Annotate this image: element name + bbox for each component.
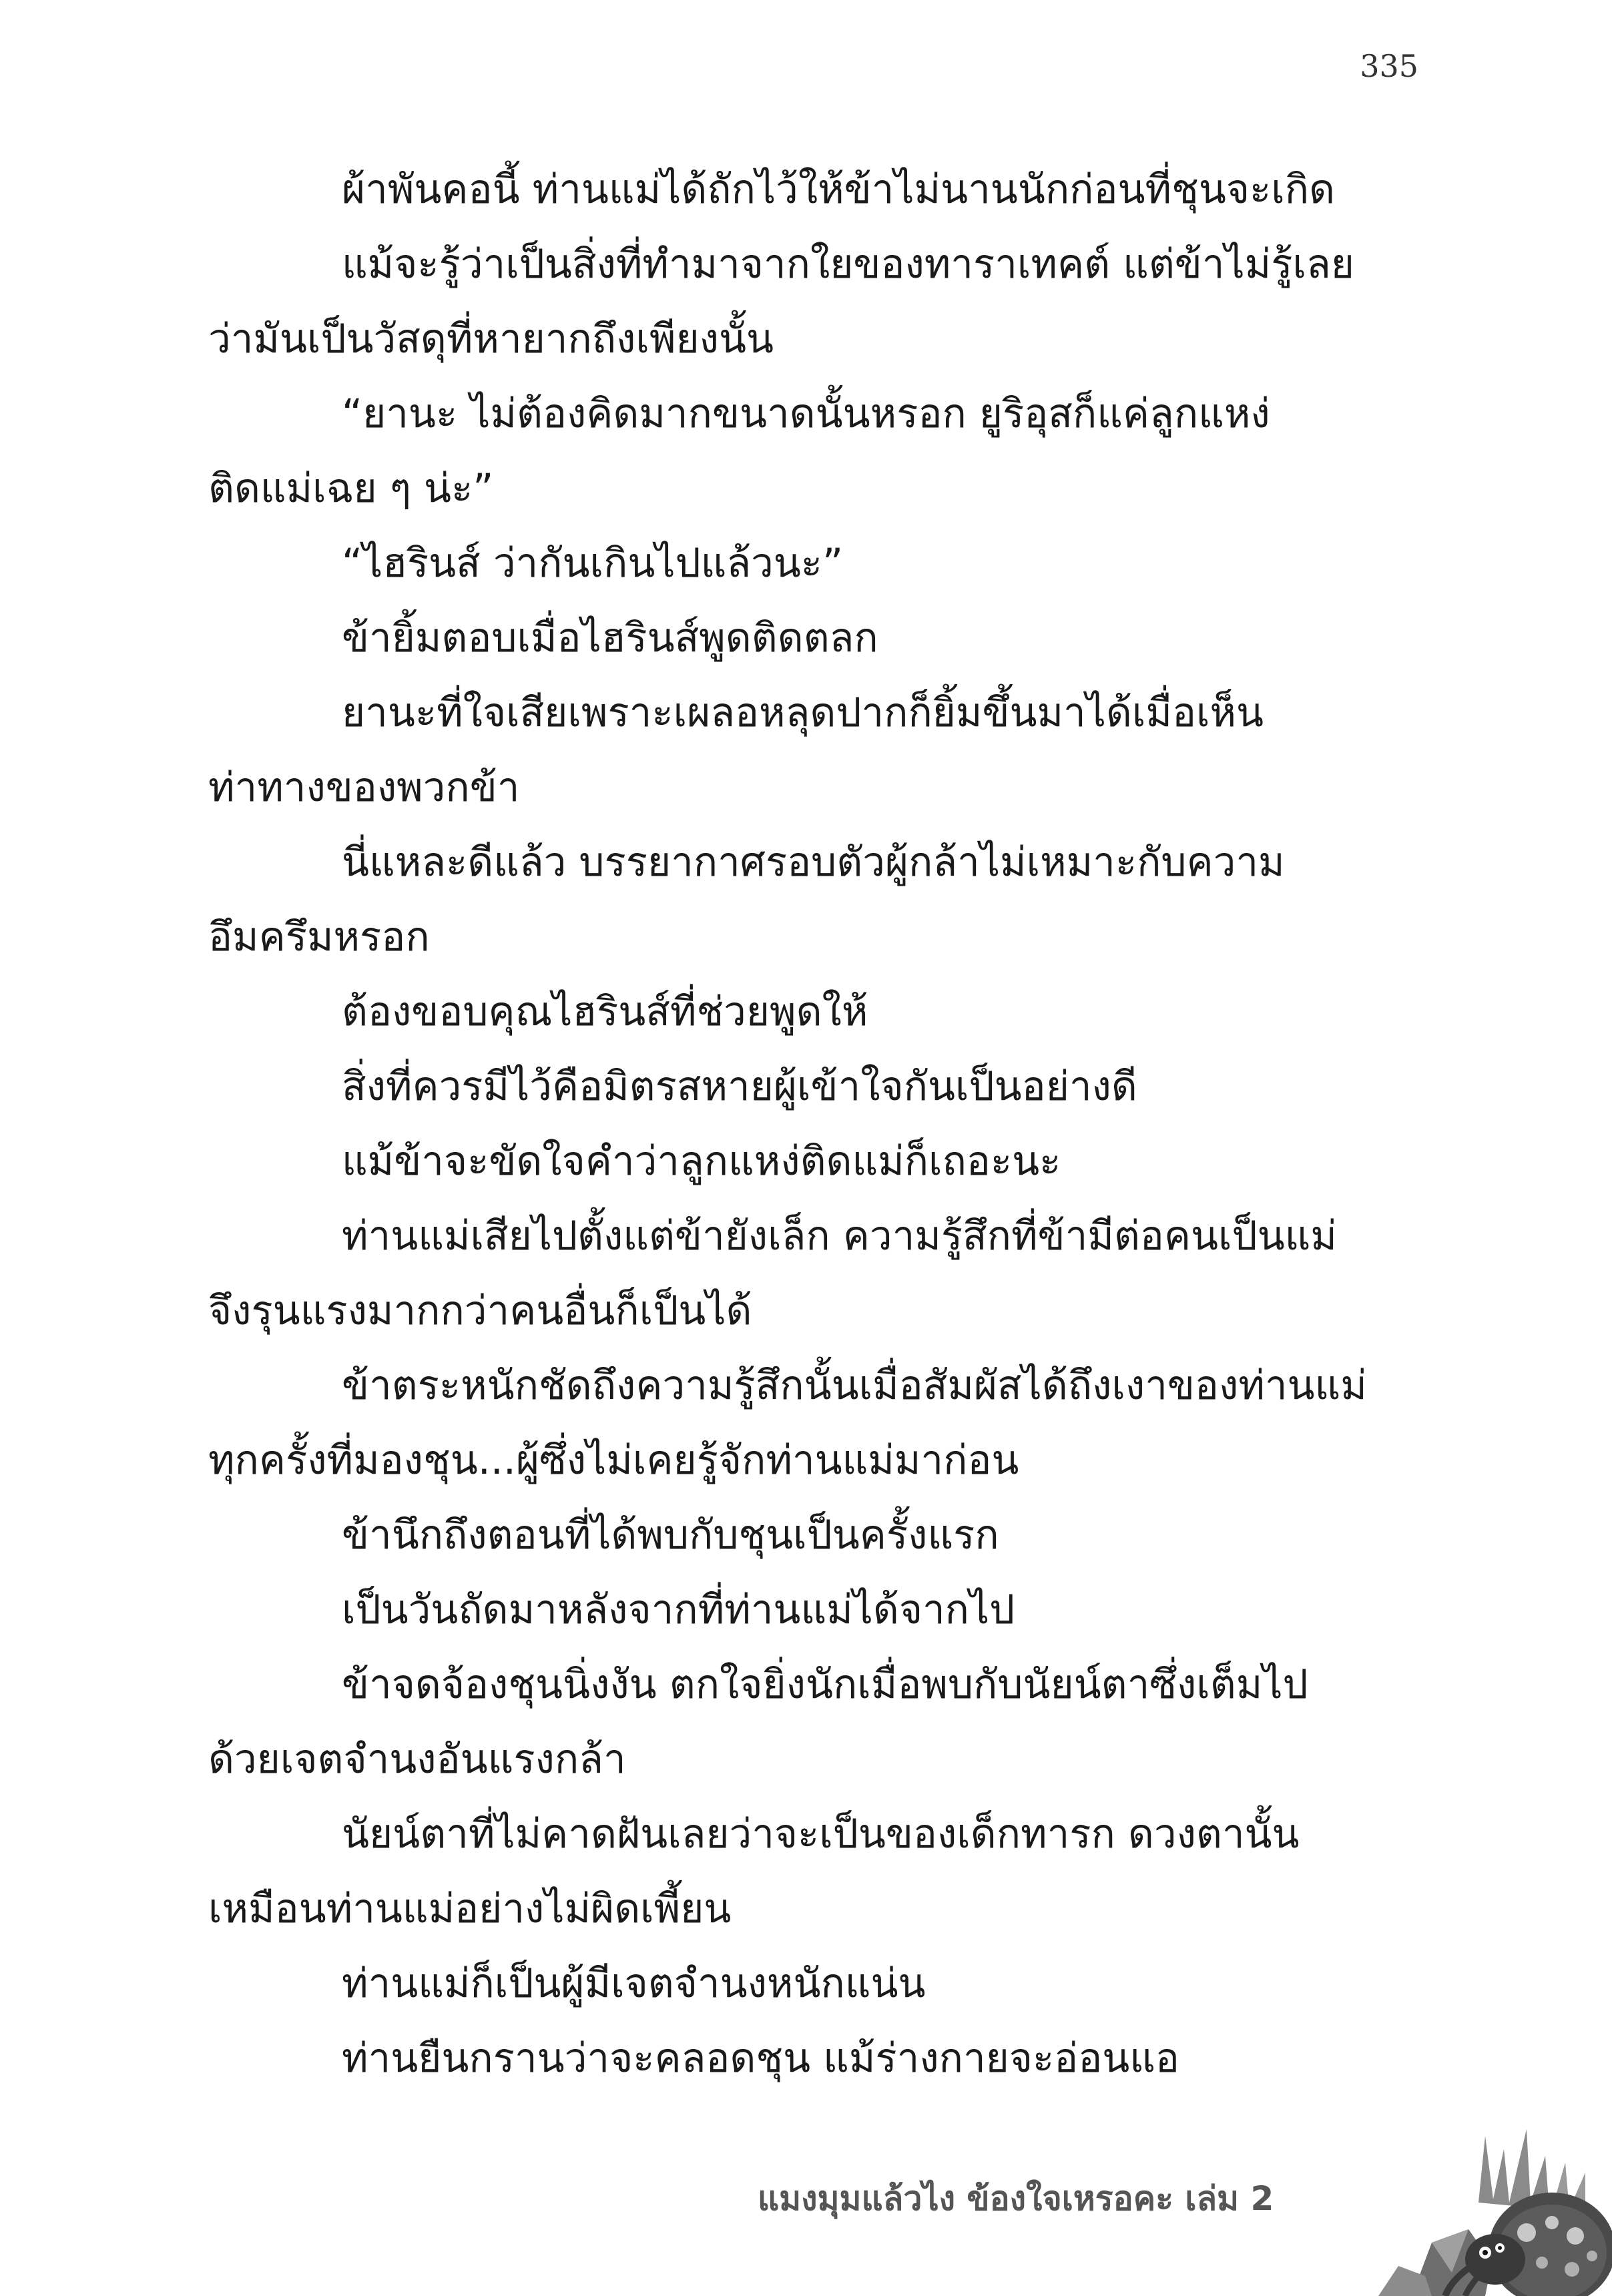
text-line: ติดแม่เฉย ๆ น่ะ” bbox=[208, 465, 494, 512]
text-line: นัยน์ตาที่ไม่คาดฝันเลยว่าจะเป็นของเด็กทารก ดวงตานั้น bbox=[342, 1811, 1300, 1857]
text-line: สิ่งที่ควรมีไว้คือมิตรสหายผู้เข้าใจกันเป็นอย่างดี bbox=[342, 1063, 1137, 1110]
text-line: ท่านแม่เสียไปตั้งแต่ข้ายังเล็ก ความรู้สึกที่ข้ามีต่อคนเป็นแม่ bbox=[342, 1213, 1337, 1259]
text-body bbox=[208, 152, 1410, 2096]
text-line: เป็นวันถัดมาหลังจากที่ท่านแม่ได้จากไป bbox=[342, 1587, 1015, 1633]
text-line: จึงรุนแรงมากกว่าคนอื่นก็เป็นได้ bbox=[208, 1287, 752, 1334]
text-line: ท่าทางของพวกข้า bbox=[208, 764, 520, 811]
text-line: แม้ข้าจะขัดใจคำว่าลูกแหง่ติดแม่ก็เถอะนะ bbox=[342, 1138, 1061, 1185]
text-line: ข้ายิ้มตอบเมื่อไฮรินส์พูดติดตลก bbox=[342, 615, 878, 661]
text-line: ด้วยเจตจำนงอันแรงกล้า bbox=[208, 1736, 626, 1783]
text-line: “ยานะ ไม่ต้องคิดมากขนาดนั้นหรอก ยูริอุสก็แค่ลูกแหง่ bbox=[342, 390, 1270, 437]
text-line: ข้าตระหนักชัดถึงความรู้สึกนั้นเมื่อสัมผัสได้ถึงเงาของท่านแม่ bbox=[342, 1362, 1367, 1409]
text-line: “ไฮรินส์ ว่ากันเกินไปแล้วนะ” bbox=[342, 540, 844, 587]
text-line: ข้านึกถึงตอนที่ได้พบกับชุนเป็นครั้งแรก bbox=[342, 1512, 999, 1558]
text-line: ว่ามันเป็นวัสดุที่หายากถึงเพียงนั้น bbox=[208, 316, 774, 362]
text-line: ท่านยืนกรานว่าจะคลอดชุน แม้ร่างกายจะอ่อนแอ bbox=[342, 2035, 1179, 2082]
page-number: 335 bbox=[1360, 48, 1418, 84]
text-line: แม้จะรู้ว่าเป็นสิ่งที่ทำมาจากใยของทาราเทคต์ แต่ข้าไม่รู้เลย bbox=[342, 241, 1354, 288]
text-line: อึมครึมหรอก bbox=[208, 914, 430, 960]
text-line: ทุกครั้งที่มองชุน...ผู้ซึ่งไม่เคยรู้จักท่านแม่มาก่อน bbox=[208, 1437, 1019, 1484]
spider-mascot-icon bbox=[1352, 2109, 1612, 2296]
text-line: ข้าจดจ้องชุนนิ่งงัน ตกใจยิ่งนักเมื่อพบกับนัยน์ตาซึ่งเต็มไป bbox=[342, 1661, 1308, 1708]
text-line: ผ้าพันคอนี้ ท่านแม่ได้ถักไว้ให้ข้าไม่นานนักก่อนที่ชุนจะเกิด bbox=[342, 166, 1336, 213]
footer-book-title: แมงมุมแล้วไง ข้องใจเหรอคะ เล่ม 2 bbox=[758, 2179, 1274, 2218]
text-line: ต้องขอบคุณไฮรินส์ที่ช่วยพูดให้ bbox=[342, 988, 868, 1035]
text-line: นี่แหละดีแล้ว บรรยากาศรอบตัวผู้กล้าไม่เหมาะกับความ bbox=[342, 839, 1285, 886]
text-line: ยานะที่ใจเสียเพราะเผลอหลุดปากก็ยิ้มขึ้นมาได้เมื่อเห็น bbox=[342, 689, 1264, 736]
text-line: เหมือนท่านแม่อย่างไม่ผิดเพี้ยน bbox=[208, 1886, 732, 1932]
text-line: ท่านแม่ก็เป็นผู้มีเจตจำนงหนักแน่น bbox=[342, 1960, 926, 2007]
